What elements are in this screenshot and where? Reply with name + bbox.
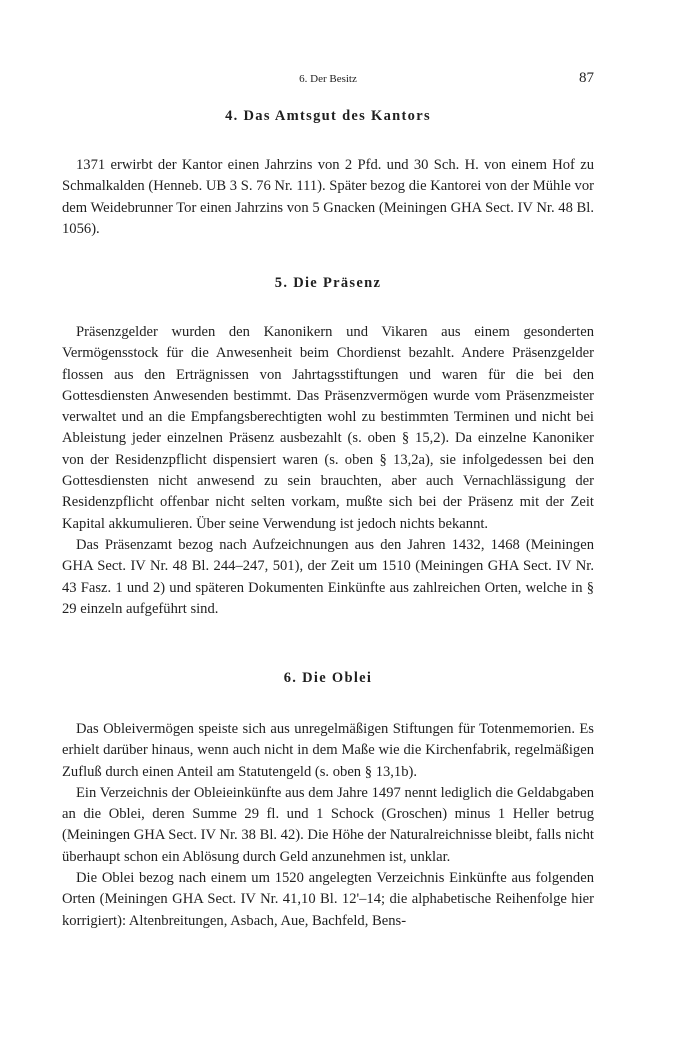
section-heading: 6. Die Oblei: [283, 670, 373, 686]
paragraph: Das Obleivermögen speiste sich aus unregelmäßigen Stiftungen für Totenmemorien. Es erhielt darüber hinaus, wenn auch nicht in dem Maße wie die Kirchenfabrik, regelmäßigen Zufluß durch einen Anteil am Statutengeld (s. oben § 13,1b).: [62, 721, 594, 780]
section-praesenz: [62, 275, 594, 620]
paragraph: 1371 erwirbt der Kantor einen Jahrzins von 2 Pfd. und 30 Sch. H. von einem Hof zu Schmalkalden (Henneb. UB 3 S. 76 Nr. 111). Später bezog die Kantorei von der Mühle vor dem Weidebrunner Tor einen Jahrzins von 5 Gnacken (Meiningen GHA Sect. IV Nr. 48 Bl. 1056).: [62, 157, 594, 237]
running-head: [62, 70, 594, 90]
section-heading: 4. Das Amtsgut des Kantors: [225, 108, 431, 124]
paragraph: Präsenzgelder wurden den Kanonikern und Vikaren aus einem gesonderten Vermögensstock für die Anwesenheit beim Chordienst bezahlt. Andere Präsenzgelder flossen aus den Erträgnissen von Jahrtagsstiftungen und waren für die bei den Gottesdiensten Anwesenden bestimmt. Das Präsenzvermögen wurde vom Präsenzmeister verwaltet und an die Empfangsberechtigten wohl zu bestimmten Terminen und nicht bei Ableistung jeder einzelnen Präsenz ausbezahlt (s. oben § 15,2). Da einzelne Kanoniker von der Residenzpflicht dispensiert waren (s. oben § 13,2a), sie infolgedessen bei den Gottesdiensten nicht anwesend zu sein brauchten, aber auch Vernachlässigung der Residenzpflicht offenbar nicht selten vorkam, mußte sich bei der Präsenz mit der Zeit Kapital akkumulieren. Über seine Verwendung ist jedoch nichts bekannt.: [62, 324, 594, 532]
running-title: 6. Der Besitz: [299, 73, 357, 85]
section-oblei: [62, 670, 594, 932]
section-amtsgut-kantor: [62, 108, 594, 240]
paragraph: Die Oblei bezog nach einem um 1520 angelegten Verzeichnis Einkünfte aus folgenden Orten (Meiningen GHA Sect. IV Nr. 41,10 Bl. 12'–14; die alphabetische Reihenfolge hier korrigiert): Altenbreitungen, Asbach, Aue, Bachfeld, Bens-: [62, 870, 594, 929]
paragraph: Das Präsenzamt bezog nach Aufzeichnungen aus den Jahren 1432, 1468 (Meiningen GHA Sect. IV Nr. 48 Bl. 244–247, 501), der Zeit um 1510 (Meiningen GHA Sect. IV Nr. 43 Fasz. 1 und 2) und späteren Dokumenten Einkünfte aus zahlreichen Orten, welche in § 29 einzeln aufgeführt sind.: [62, 536, 594, 617]
section-heading: 5. Die Präsenz: [274, 275, 382, 291]
page-number: 87: [579, 70, 594, 86]
paragraph: Ein Verzeichnis der Obleieinkünfte aus dem Jahre 1497 nennt lediglich die Geldabgaben an die Oblei, deren Summe 29 fl. und 1 Schock (Groschen) minus 1 Heller betrug (Meiningen GHA Sect. IV Nr. 38 Bl. 42). Die Höhe der Naturalreichnisse bleibt, falls nicht überhaupt schon ein Ablösung durch Geld anzunehmen ist, unklar.: [62, 784, 594, 865]
